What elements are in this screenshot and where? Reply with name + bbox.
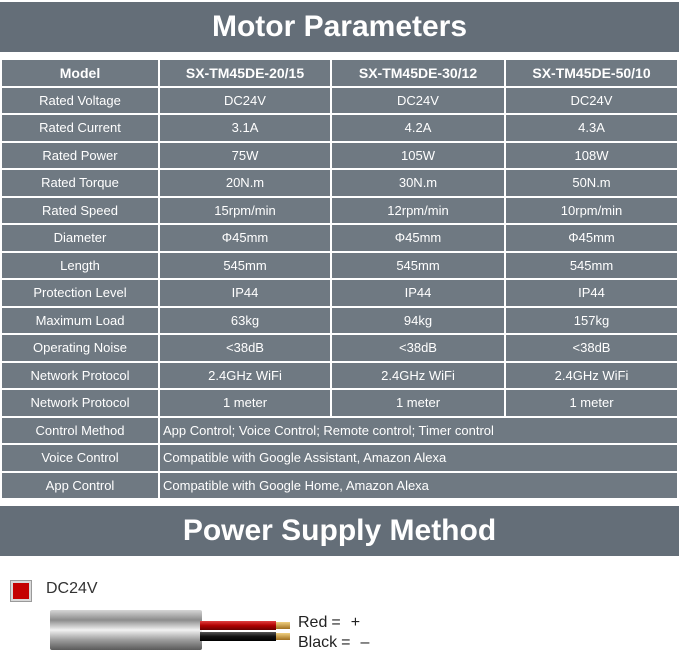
- value-cell: 20N.m: [160, 170, 330, 196]
- row-label: Control Method: [2, 418, 158, 444]
- row-label: Rated Speed: [2, 198, 158, 224]
- value-cell: 108W: [506, 143, 677, 169]
- table-row: [2, 88, 677, 114]
- table-row: [2, 280, 677, 306]
- row-label: Length: [2, 253, 158, 279]
- red-label-text: Red: [298, 614, 328, 631]
- value-cell: <38dB: [506, 335, 677, 361]
- value-cell: 50N.m: [506, 170, 677, 196]
- table-row: [2, 335, 677, 361]
- row-label: Rated Power: [2, 143, 158, 169]
- table-row: [2, 473, 677, 499]
- value-cell: 2.4GHz WiFi: [506, 363, 677, 389]
- value-cell: <38dB: [332, 335, 504, 361]
- value-cell: 94kg: [332, 308, 504, 334]
- red-square-icon: [11, 581, 31, 601]
- value-cell: Compatible with Google Home, Amazon Alexa: [160, 473, 677, 499]
- voltage-label: DC24V: [46, 580, 98, 597]
- motor-parameters-table: [0, 58, 679, 500]
- row-label: Rated Current: [2, 115, 158, 141]
- value-cell: DC24V: [160, 88, 330, 114]
- table-body: [2, 60, 677, 498]
- value-cell: 4.3A: [506, 115, 677, 141]
- row-label: Rated Torque: [2, 170, 158, 196]
- value-cell: Φ45mm: [160, 225, 330, 251]
- value-cell: 105W: [332, 143, 504, 169]
- section-title-motor-parameters: Motor Parameters: [0, 2, 679, 52]
- negative-symbol: –: [360, 634, 370, 651]
- value-cell: IP44: [332, 280, 504, 306]
- value-cell: 30N.m: [332, 170, 504, 196]
- value-cell: App Control; Voice Control; Remote control; Timer control: [160, 418, 677, 444]
- value-cell: 2.4GHz WiFi: [332, 363, 504, 389]
- value-cell: 3.1A: [160, 115, 330, 141]
- red-wire-label: [298, 614, 360, 632]
- value-cell: Φ45mm: [506, 225, 677, 251]
- table-row: [2, 363, 677, 389]
- value-cell: DC24V: [506, 88, 677, 114]
- value-cell: 4.2A: [332, 115, 504, 141]
- value-cell: Φ45mm: [332, 225, 504, 251]
- value-cell: 545mm: [506, 253, 677, 279]
- value-cell: 10rpm/min: [506, 198, 677, 224]
- black-label-text: Black: [298, 634, 338, 651]
- red-equals: =: [331, 614, 341, 631]
- header-cell: SX-TM45DE-20/15: [160, 60, 330, 86]
- table-row: [2, 308, 677, 334]
- table-header-row: [2, 60, 677, 86]
- value-cell: DC24V: [332, 88, 504, 114]
- value-cell: 1 meter: [160, 390, 330, 416]
- table-row: [2, 143, 677, 169]
- header-cell: Model: [2, 60, 158, 86]
- value-cell: 545mm: [160, 253, 330, 279]
- section-title-power-supply: Power Supply Method: [0, 506, 679, 556]
- row-label: Protection Level: [2, 280, 158, 306]
- table-row: [2, 445, 677, 471]
- value-cell: 2.4GHz WiFi: [160, 363, 330, 389]
- value-cell: 63kg: [160, 308, 330, 334]
- value-cell: 1 meter: [332, 390, 504, 416]
- value-cell: 12rpm/min: [332, 198, 504, 224]
- positive-symbol: +: [350, 614, 361, 631]
- header-cell: SX-TM45DE-50/10: [506, 60, 677, 86]
- value-cell: <38dB: [160, 335, 330, 361]
- row-label: Voice Control: [2, 445, 158, 471]
- table-row: [2, 390, 677, 416]
- value-cell: 545mm: [332, 253, 504, 279]
- row-label: Operating Noise: [2, 335, 158, 361]
- value-cell: IP44: [506, 280, 677, 306]
- row-label: Maximum Load: [2, 308, 158, 334]
- value-cell: 15rpm/min: [160, 198, 330, 224]
- row-label: App Control: [2, 473, 158, 499]
- table-row: [2, 253, 677, 279]
- row-label: Diameter: [2, 225, 158, 251]
- table-row: [2, 418, 677, 444]
- table-row: [2, 170, 677, 196]
- value-cell: 157kg: [506, 308, 677, 334]
- black-equals: =: [341, 634, 351, 651]
- value-cell: Compatible with Google Assistant, Amazon Alexa: [160, 445, 677, 471]
- row-label: Network Protocol: [2, 363, 158, 389]
- power-cable-icon: [50, 610, 295, 652]
- black-wire-label: [298, 634, 369, 652]
- table-row: [2, 115, 677, 141]
- header-cell: SX-TM45DE-30/12: [332, 60, 504, 86]
- row-label: Rated Voltage: [2, 88, 158, 114]
- table-row: [2, 198, 677, 224]
- row-label: Network Protocol: [2, 390, 158, 416]
- value-cell: 1 meter: [506, 390, 677, 416]
- table-row: [2, 225, 677, 251]
- value-cell: IP44: [160, 280, 330, 306]
- value-cell: 75W: [160, 143, 330, 169]
